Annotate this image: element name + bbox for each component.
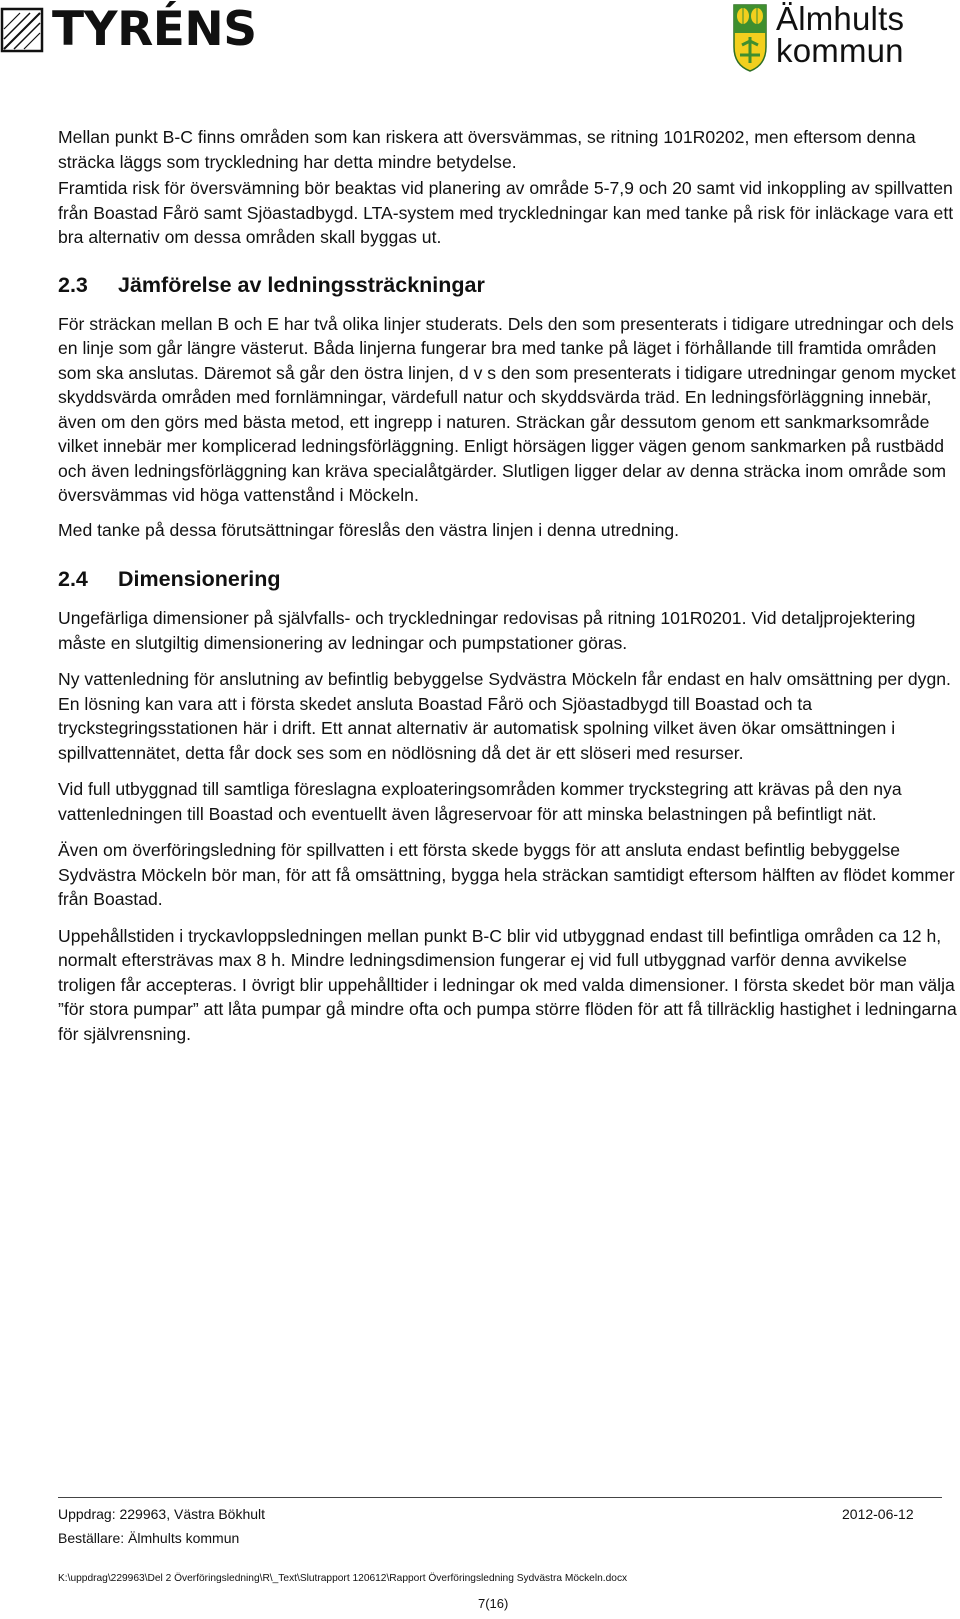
section-title: Jämförelse av ledningssträckningar	[118, 272, 485, 297]
footer-assignment: Uppdrag: 229963, Västra Bökhult	[58, 1506, 266, 1522]
section-number: 2.3	[58, 272, 88, 297]
footer-client: Beställare: Älmhults kommun	[58, 1530, 240, 1546]
paragraph: Även om överföringsledning för spillvatten i ett första skede byggs för att ansluta endast befintlig bebyggelse Sydvästra Möckeln bör man, för att få omsättning, bygga hela sträckan samtidigt eftersom hälften av flödet kommer från Boastad.	[58, 840, 955, 909]
paragraph: Med tanke på dessa förutsättningar föreslås den västra linjen i denna utredning.	[58, 519, 680, 540]
section-title: Dimensionering	[118, 567, 281, 591]
section-heading-2-4	[58, 566, 958, 592]
paragraph: Ny vattenledning för anslutning av befintlig bebyggelse Sydvästra Möckeln får endast en halv omsättning per dygn. En lösning kan vara att i första skedet ansluta Boastad Fårö och Sjöastadbygd till Boastad och ta tryckstegringsstationen här i drift. Ett annat alternativ är automatisk spolning vilket även ökar omsättningen i spillvattennätet, detta får dock ses som en nödlösning då det är ett slöseri med resurser.	[58, 669, 951, 763]
footer-date: 2012-06-12	[842, 1506, 914, 1522]
footer-page-number: 7(16)	[478, 1596, 509, 1611]
almhult-wordmark-line2: kommun	[776, 32, 904, 69]
paragraph: Uppehållstiden i tryckavloppsledningen mellan punkt B-C blir vid utbyggnad endast till befintliga områden ca 12 h, normalt eftersträvas max 8 h. Mindre ledningsdimension fungerar ej vid full utbyggnad varför denna avvikelse troligen får accepteras. I övrigt blir uppehålltider i ledningar ok med valda dimensioner. I första skedet bör man välja ”för stora pumpar” att låta pumpar gå mindre ofta och pumpa större flöden för att få tillräcklig hastighet i ledningarna för självrensning.	[58, 925, 957, 1044]
paragraph: Framtida risk för översvämning bör beaktas vid planering av område 5-7,9 och 20 samt vid inkoppling av spillvatten från Boastad Fårö samt Sjöastadbygd. LTA-system med tryckledningar kan med tanke på risk för inläckage vara ett bra alternativ om dessa områden skall byggas ut.	[58, 178, 954, 247]
tyrens-wordmark: TYRÉNS	[52, 2, 257, 57]
paragraph: Mellan punkt B-C finns områden som kan riskera att översvämmas, se ritning 101R0202, men eftersom denna sträcka läggs som tryckledning har detta mindre betydelse.	[58, 127, 916, 172]
footer-divider	[58, 1497, 942, 1498]
footer-file-path: K:\uppdrag\229963\Del 2 Överföringsledning\R\_Text\Slutrapport 120612\Rapport Överföringsledning Sydvästra Möckeln.docx	[58, 1573, 628, 1584]
almhult-wordmark-line1: Älmhults	[776, 0, 905, 37]
document-body	[58, 125, 958, 1046]
paragraph: Ungefärliga dimensioner på självfalls- och tryckledningar redovisas på ritning 101R0201. Vid detaljprojektering måste en slutgiltig dimensionering av ledningar och pumpstationer göras.	[58, 608, 916, 653]
tyrens-logo	[0, 2, 257, 57]
almhult-crest-icon	[732, 3, 768, 73]
paragraph: För sträckan mellan B och E har två olika linjer studerats. Dels den som presenterats i tidigare utredningar och dels en linje som går längre västerut. Båda linjerna fungerar bra med tanke på läget i förhållande till framtida områden som ska anslutas. Däremot så går den östra linjen, d v s den som presenterats i tidigare utredningar genom mycket skyddsvärda områden med fornlämningar, värdefull natur och skyddsvärda träd. En ledningsförläggning innebär, även om den görs med bästa metod, ett ingrepp i naturen. Sträckan går dessutom genom ett sankmarksområde vilket innebär mer komplicerad ledningsförläggning. Enligt hörsägen ligger vägen genom sankmarken på rustbädd och även ledningsförläggning kan kräva specialåtgärder. Slutligen ligger delar av denna sträcka inom område som översvämmas vid höga vattenstånd i Möckeln.	[58, 313, 956, 505]
section-heading-2-3	[58, 272, 958, 298]
paragraph: Vid full utbyggnad till samtliga föreslagna exploateringsområden kommer tryckstegring att krävas på den nya vattenledningen till Boastad och eventuellt även lågreservoar för att minska belastningen på befintligt nät.	[58, 779, 902, 824]
section-number: 2.4	[58, 567, 88, 591]
almhult-logo	[732, 0, 905, 73]
almhult-wordmark	[776, 0, 905, 69]
tyrens-mark-icon	[0, 7, 44, 53]
